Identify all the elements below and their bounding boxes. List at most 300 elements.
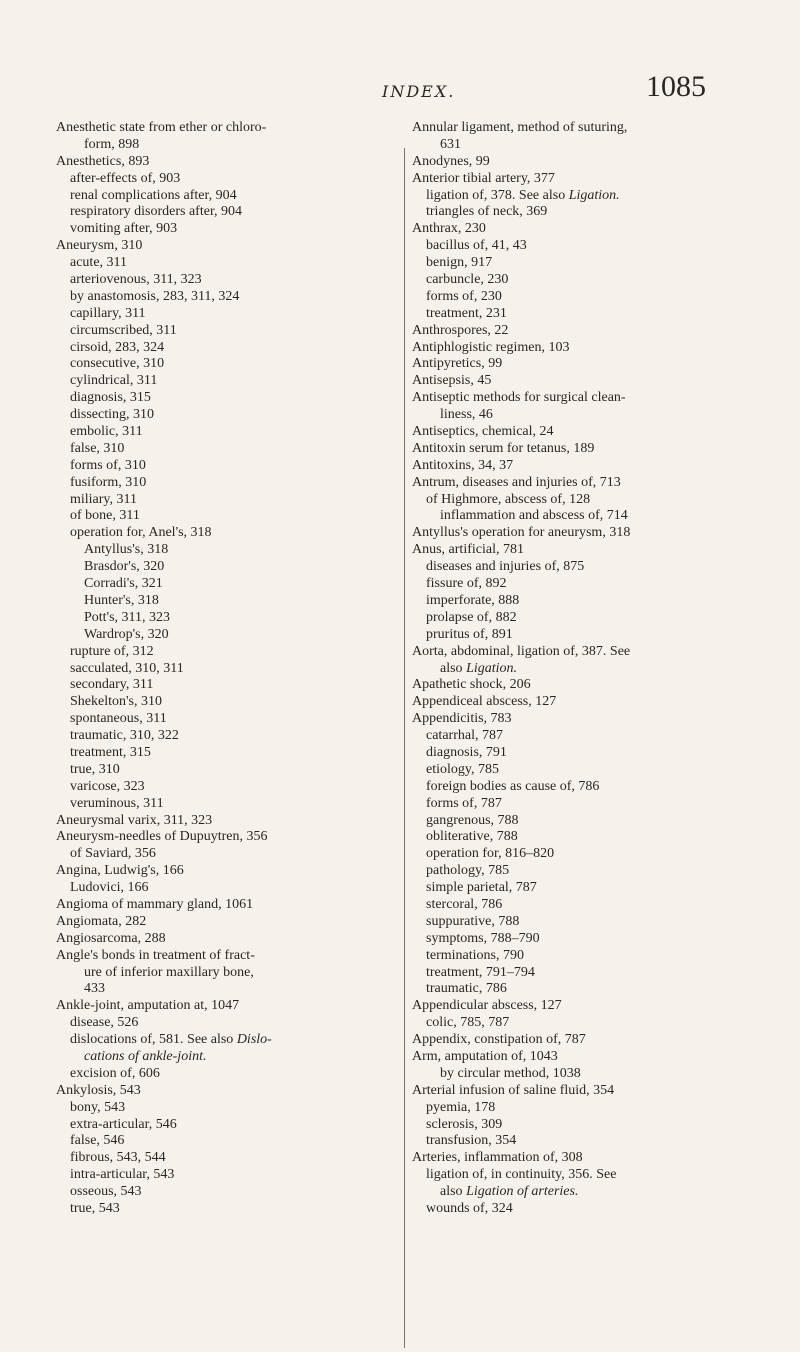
entry-text: Anesthetics, 893 xyxy=(56,153,150,169)
entry-text: secondary, 311 xyxy=(70,677,154,693)
index-entry-text xyxy=(70,1032,272,1047)
index-subentry xyxy=(56,644,402,661)
index-entry xyxy=(412,644,762,661)
entry-text: Shekelton's, 310 xyxy=(70,694,162,710)
index-subentry xyxy=(56,171,402,188)
entry-text: after-effects of, 903 xyxy=(70,170,181,186)
page-number: 1085 xyxy=(646,70,706,103)
index-subentry xyxy=(412,779,762,796)
entry-text: vomiting after, 903 xyxy=(70,221,178,237)
index-entry-text xyxy=(56,863,184,878)
index-entry-text xyxy=(412,171,555,186)
index-subentry xyxy=(412,1201,762,1218)
index-entry-text xyxy=(412,542,524,557)
index-subentry xyxy=(56,390,402,407)
index-entry xyxy=(412,171,762,188)
index-entry-text xyxy=(70,644,154,659)
index-entry-text xyxy=(412,154,490,169)
index-entry xyxy=(412,154,762,171)
entry-text: varicose, 323 xyxy=(70,778,145,794)
entry-text: Wardrop's, 320 xyxy=(84,626,169,642)
index-entry-text xyxy=(70,711,167,726)
index-subentry xyxy=(56,407,402,424)
index-entry xyxy=(412,356,762,373)
index-entry-text xyxy=(56,829,268,844)
index-entry-text xyxy=(56,813,212,828)
index-subentry xyxy=(56,542,402,559)
entry-text: pruritus of, 891 xyxy=(426,626,513,642)
index-entry-text xyxy=(412,1049,558,1064)
entry-text: Pott's, 311, 323 xyxy=(84,609,171,625)
entry-text: Antiseptics, chemical, 24 xyxy=(412,424,554,440)
index-entry-text xyxy=(440,407,493,422)
index-entry-text xyxy=(426,1100,495,1115)
index-subentry xyxy=(412,1066,762,1083)
index-subentry xyxy=(56,188,402,205)
entry-text: operation for, 816–820 xyxy=(426,846,555,862)
entry-text: false, 310 xyxy=(70,440,125,456)
index-entry-text xyxy=(426,272,508,287)
entry-text: Appendicular abscess, 127 xyxy=(412,998,562,1014)
entry-text: Anthrospores, 22 xyxy=(412,322,509,338)
index-subentry xyxy=(56,711,402,728)
index-entry-text xyxy=(70,1133,124,1148)
index-entry xyxy=(56,120,402,137)
index-entry-text xyxy=(440,508,628,523)
index-entry-text xyxy=(56,931,166,946)
index-subentry xyxy=(56,373,402,390)
index-entry-text xyxy=(412,356,502,371)
entry-text: foreign bodies as cause of, 786 xyxy=(426,778,600,794)
entry-text: cylindrical, 311 xyxy=(70,373,158,389)
entry-text: obliterative, 788 xyxy=(426,829,518,845)
index-entry-text xyxy=(56,998,239,1013)
entry-text: true, 310 xyxy=(70,761,120,777)
index-entry-text xyxy=(426,846,554,861)
index-subentry xyxy=(56,1150,402,1167)
entry-text: suppurative, 788 xyxy=(426,913,520,929)
entry-text: circumscribed, 311 xyxy=(70,322,177,338)
index-entry-text xyxy=(412,390,626,405)
index-subentry xyxy=(412,1100,762,1117)
entry-text: Appendiceal abscess, 127 xyxy=(412,694,557,710)
entry-text: disease, 526 xyxy=(70,1015,139,1031)
index-subentry xyxy=(56,796,402,813)
index-entry xyxy=(56,863,402,880)
index-entry-text xyxy=(84,559,164,574)
index-entry-text xyxy=(70,458,146,473)
entry-text: ligation of, in continuity, 356. See xyxy=(426,1167,617,1183)
index-entry-text xyxy=(70,356,164,371)
index-entry-text xyxy=(70,289,239,304)
entry-text: treatment, 315 xyxy=(70,744,151,760)
index-entry-text xyxy=(412,1083,614,1098)
index-subentry xyxy=(412,238,762,255)
index-entry xyxy=(412,525,762,542)
entry-text: carbuncle, 230 xyxy=(426,272,509,288)
index-entry-text xyxy=(70,1066,160,1081)
index-subentry xyxy=(56,1201,402,1218)
index-entry-text xyxy=(70,846,156,861)
index-entry-text xyxy=(412,677,531,692)
entry-text: imperforate, 888 xyxy=(426,592,520,608)
index-entry-text xyxy=(412,441,594,456)
index-entry-text xyxy=(412,323,508,338)
entry-text: Angina, Ludwig's, 166 xyxy=(56,863,184,879)
index-entry-text xyxy=(84,576,163,591)
index-subentry xyxy=(412,272,762,289)
index-entry-text xyxy=(56,238,142,253)
index-entry-text xyxy=(412,373,491,388)
entry-text: true, 543 xyxy=(70,1201,120,1216)
index-subentry xyxy=(412,981,762,998)
index-subentry xyxy=(56,492,402,509)
entry-text: 433 xyxy=(84,981,105,997)
entry-text: sacculated, 310, 311 xyxy=(70,660,184,676)
entry-text: respiratory disorders after, 904 xyxy=(70,204,243,220)
entry-text: also xyxy=(440,1184,467,1200)
entry-text: Corradi's, 321 xyxy=(84,576,163,592)
index-entry xyxy=(412,323,762,340)
index-column-right xyxy=(412,120,762,1218)
index-subentry xyxy=(56,1117,402,1134)
index-entry xyxy=(412,441,762,458)
index-entry-text xyxy=(70,525,212,540)
index-entry-text xyxy=(426,204,547,219)
entry-text: pathology, 785 xyxy=(426,863,510,879)
entry-text: by anastomosis, 283, 311, 324 xyxy=(70,288,240,304)
entry-text: wounds of, 324 xyxy=(426,1201,513,1216)
index-entry-text xyxy=(70,306,146,321)
entry-italic-text: Ligation of arteries. xyxy=(466,1184,579,1200)
entry-text: Appendix, constipation of, 787 xyxy=(412,1032,586,1048)
entry-text: Antiphlogistic regimen, 103 xyxy=(412,339,570,355)
entry-text: Arteries, inflammation of, 308 xyxy=(412,1150,583,1166)
index-entry-text xyxy=(426,255,492,270)
index-entry-text xyxy=(70,796,164,811)
index-entry-text xyxy=(426,981,507,996)
index-entry-text xyxy=(70,1117,177,1132)
index-subentry xyxy=(56,272,402,289)
index-entry-text xyxy=(56,897,253,912)
index-entry-text xyxy=(70,508,140,523)
index-entry-text xyxy=(70,1184,142,1199)
index-entry xyxy=(56,998,402,1015)
index-entry-text xyxy=(70,323,177,338)
index-column-left xyxy=(56,120,402,1218)
index-entry-text xyxy=(426,188,620,203)
entry-text: arteriovenous, 311, 323 xyxy=(70,272,202,288)
entry-text: Antrum, diseases and injuries of, 713 xyxy=(412,474,621,490)
index-subentry xyxy=(56,1100,402,1117)
index-entry-text xyxy=(70,475,146,490)
index-entry-text xyxy=(70,171,180,186)
index-entry-text xyxy=(70,661,184,676)
index-subentry xyxy=(412,863,762,880)
index-subentry xyxy=(56,846,402,863)
entry-text: diagnosis, 315 xyxy=(70,390,151,406)
index-entry-text xyxy=(426,559,584,574)
index-entry xyxy=(412,424,762,441)
index-entry-text xyxy=(84,593,159,608)
entry-text: traumatic, 310, 322 xyxy=(70,728,179,744)
index-subentry xyxy=(56,475,402,492)
entry-text: benign, 917 xyxy=(426,255,493,271)
entry-text: Antyllus's, 318 xyxy=(84,542,169,558)
index-entry-text xyxy=(426,576,507,591)
entry-text: Apathetic shock, 206 xyxy=(412,677,531,693)
index-entry-text xyxy=(70,390,151,405)
index-subentry xyxy=(412,931,762,948)
index-subentry xyxy=(412,1133,762,1150)
index-entry xyxy=(56,1083,402,1100)
index-entry-text xyxy=(412,120,627,135)
index-entry-text xyxy=(70,1015,138,1030)
index-subentry xyxy=(412,897,762,914)
index-subentry xyxy=(56,576,402,593)
index-subentry xyxy=(56,508,402,525)
index-entry xyxy=(412,1150,762,1167)
index-entry-text xyxy=(426,289,502,304)
index-entry-text xyxy=(84,137,139,152)
index-entry xyxy=(412,390,762,407)
entry-text: of bone, 311 xyxy=(70,508,140,524)
index-entry-text xyxy=(70,424,143,439)
index-entry-text xyxy=(426,1117,502,1132)
index-entry-text xyxy=(70,1167,174,1182)
index-subentry xyxy=(412,255,762,272)
index-subentry xyxy=(412,762,762,779)
index-entry-text xyxy=(426,306,507,321)
entry-text: Arterial infusion of saline fluid, 354 xyxy=(412,1082,615,1098)
index-subentry xyxy=(412,627,762,644)
entry-text: Antisepsis, 45 xyxy=(412,373,492,389)
index-subentry xyxy=(56,424,402,441)
index-entry-text xyxy=(84,1049,206,1064)
index-subentry xyxy=(412,289,762,306)
index-subentry xyxy=(412,306,762,323)
entry-text: pyemia, 178 xyxy=(426,1099,496,1115)
entry-text: fissure of, 892 xyxy=(426,576,507,592)
index-subentry xyxy=(56,340,402,357)
entry-text: etiology, 785 xyxy=(426,761,499,777)
index-entry xyxy=(56,829,402,846)
index-entry-text xyxy=(426,829,518,844)
index-subentry xyxy=(56,356,402,373)
index-entry-text xyxy=(440,137,461,152)
entry-text: Anterior tibial artery, 377 xyxy=(412,170,555,186)
index-entry xyxy=(412,1049,762,1066)
index-entry xyxy=(412,711,762,728)
index-subentry xyxy=(56,1049,402,1066)
index-entry-text xyxy=(70,441,124,456)
index-subentry xyxy=(56,694,402,711)
entry-text: diagnosis, 791 xyxy=(426,744,507,760)
index-entry-text xyxy=(70,407,154,422)
index-entry xyxy=(56,897,402,914)
entry-text: Angiomata, 282 xyxy=(56,913,147,929)
entry-text: terminations, 790 xyxy=(426,947,524,963)
index-entry-text xyxy=(412,221,486,236)
index-entry-text xyxy=(412,998,562,1013)
page-header xyxy=(0,62,800,102)
entry-text: Brasdor's, 320 xyxy=(84,559,165,575)
index-entry-text xyxy=(426,1201,513,1216)
index-entry-text xyxy=(426,948,524,963)
index-subentry xyxy=(412,610,762,627)
index-entry-text xyxy=(70,677,153,692)
entry-text: Angioma of mammary gland, 1061 xyxy=(56,896,254,912)
index-subentry xyxy=(56,221,402,238)
index-subentry xyxy=(56,525,402,542)
entry-text: fibrous, 543, 544 xyxy=(70,1150,166,1166)
index-subentry xyxy=(56,255,402,272)
entry-text: Arm, amputation of, 1043 xyxy=(412,1048,558,1064)
index-entry xyxy=(412,475,762,492)
index-subentry xyxy=(412,1184,762,1201)
entry-text: inflammation and abscess of, 714 xyxy=(440,508,628,524)
entry-text: forms of, 787 xyxy=(426,795,502,811)
index-subentry xyxy=(56,593,402,610)
index-entry-text xyxy=(426,880,537,895)
index-entry-text xyxy=(440,1066,581,1081)
index-subentry xyxy=(56,677,402,694)
entry-text: gangrenous, 788 xyxy=(426,812,519,828)
running-head: INDEX. xyxy=(382,82,456,101)
index-entry-text xyxy=(70,694,162,709)
index-subentry xyxy=(56,745,402,762)
entry-text: prolapse of, 882 xyxy=(426,609,517,625)
index-entry-text xyxy=(70,779,145,794)
index-entry-text xyxy=(56,948,255,963)
index-subentry xyxy=(412,745,762,762)
entry-text: bacillus of, 41, 43 xyxy=(426,238,527,254)
entry-text: 631 xyxy=(440,136,461,152)
entry-text: Anodynes, 99 xyxy=(412,153,490,169)
index-subentry xyxy=(412,137,762,154)
index-subentry xyxy=(56,965,402,982)
index-entry-text xyxy=(426,238,527,253)
index-subentry xyxy=(412,829,762,846)
entry-text: Aneurysm-needles of Dupuytren, 356 xyxy=(56,829,268,845)
index-subentry xyxy=(56,981,402,998)
index-subentry xyxy=(56,289,402,306)
entry-text: colic, 785, 787 xyxy=(426,1015,510,1031)
index-entry-text xyxy=(426,745,507,760)
index-subentry xyxy=(412,846,762,863)
index-subentry xyxy=(56,880,402,897)
index-entry-text xyxy=(440,661,517,676)
entry-text: symptoms, 788–790 xyxy=(426,930,540,946)
entry-text: excision of, 606 xyxy=(70,1065,160,1081)
entry-text: osseous, 543 xyxy=(70,1184,142,1200)
entry-text: spontaneous, 311 xyxy=(70,711,167,727)
index-entry-text xyxy=(70,188,237,203)
entry-text: forms of, 310 xyxy=(70,457,146,473)
entry-text: Hunter's, 318 xyxy=(84,592,159,608)
index-subentry xyxy=(412,204,762,221)
index-entry-text xyxy=(426,813,519,828)
index-entry-text xyxy=(426,762,499,777)
index-entry-text xyxy=(426,965,535,980)
entry-text: stercoral, 786 xyxy=(426,896,503,912)
index-entry xyxy=(412,458,762,475)
index-entry xyxy=(412,677,762,694)
index-subentry xyxy=(412,1117,762,1134)
index-entry-text xyxy=(84,627,169,642)
entry-italic-text: Ligation. xyxy=(568,187,620,203)
entry-text: Ludovici, 166 xyxy=(70,880,149,896)
entry-text: triangles of neck, 369 xyxy=(426,204,548,220)
index-entry-text xyxy=(426,1133,516,1148)
index-subentry xyxy=(412,1167,762,1184)
entry-text: Appendicitis, 783 xyxy=(412,711,512,727)
entry-text: acute, 311 xyxy=(70,255,128,271)
index-entry xyxy=(412,1032,762,1049)
entry-text: Aneurysm, 310 xyxy=(56,238,143,254)
index-entry-text xyxy=(70,880,149,895)
index-entry-text xyxy=(426,610,517,625)
entry-text: embolic, 311 xyxy=(70,424,143,440)
index-entry xyxy=(412,1083,762,1100)
index-subentry xyxy=(412,965,762,982)
index-entry-text xyxy=(426,1015,509,1030)
index-subentry xyxy=(56,204,402,221)
index-subentry xyxy=(56,779,402,796)
index-entry-text xyxy=(84,965,254,980)
index-subentry xyxy=(56,762,402,779)
entry-text: intra-articular, 543 xyxy=(70,1167,175,1183)
index-subentry xyxy=(56,137,402,154)
index-entry-text xyxy=(70,492,137,507)
entry-text: rupture of, 312 xyxy=(70,643,154,659)
index-entry xyxy=(412,221,762,238)
index-entry-text xyxy=(56,154,149,169)
index-entry-text xyxy=(426,1167,616,1182)
index-subentry xyxy=(412,188,762,205)
entry-text: miliary, 311 xyxy=(70,491,138,507)
entry-italic-text: cations of ankle-joint. xyxy=(84,1048,207,1064)
index-entry-text xyxy=(412,1032,586,1047)
entry-text: Antitoxins, 34, 37 xyxy=(412,457,514,473)
index-entry-text xyxy=(70,221,177,236)
entry-text: diseases and injuries of, 875 xyxy=(426,559,585,575)
index-subentry xyxy=(412,728,762,745)
index-entry-text xyxy=(426,931,540,946)
index-subentry xyxy=(412,661,762,678)
index-entry xyxy=(56,948,402,965)
index-subentry xyxy=(412,880,762,897)
index-entry-text xyxy=(440,1184,578,1199)
index-subentry xyxy=(412,1015,762,1032)
index-subentry xyxy=(412,914,762,931)
index-subentry xyxy=(412,796,762,813)
entry-text: Antitoxin serum for tetanus, 189 xyxy=(412,440,595,456)
index-entry-text xyxy=(426,492,590,507)
index-entry-text xyxy=(84,542,168,557)
index-subentry xyxy=(412,813,762,830)
index-entry-text xyxy=(84,981,105,996)
entry-text: Anesthetic state from ether or chloro- xyxy=(56,120,267,135)
index-entry-text xyxy=(412,424,554,439)
index-entry xyxy=(412,120,762,137)
index-entry-text xyxy=(426,796,502,811)
index-subentry xyxy=(56,661,402,678)
index-entry-text xyxy=(70,255,127,270)
index-entry-text xyxy=(412,711,512,726)
index-entry xyxy=(56,154,402,171)
index-entry xyxy=(56,813,402,830)
